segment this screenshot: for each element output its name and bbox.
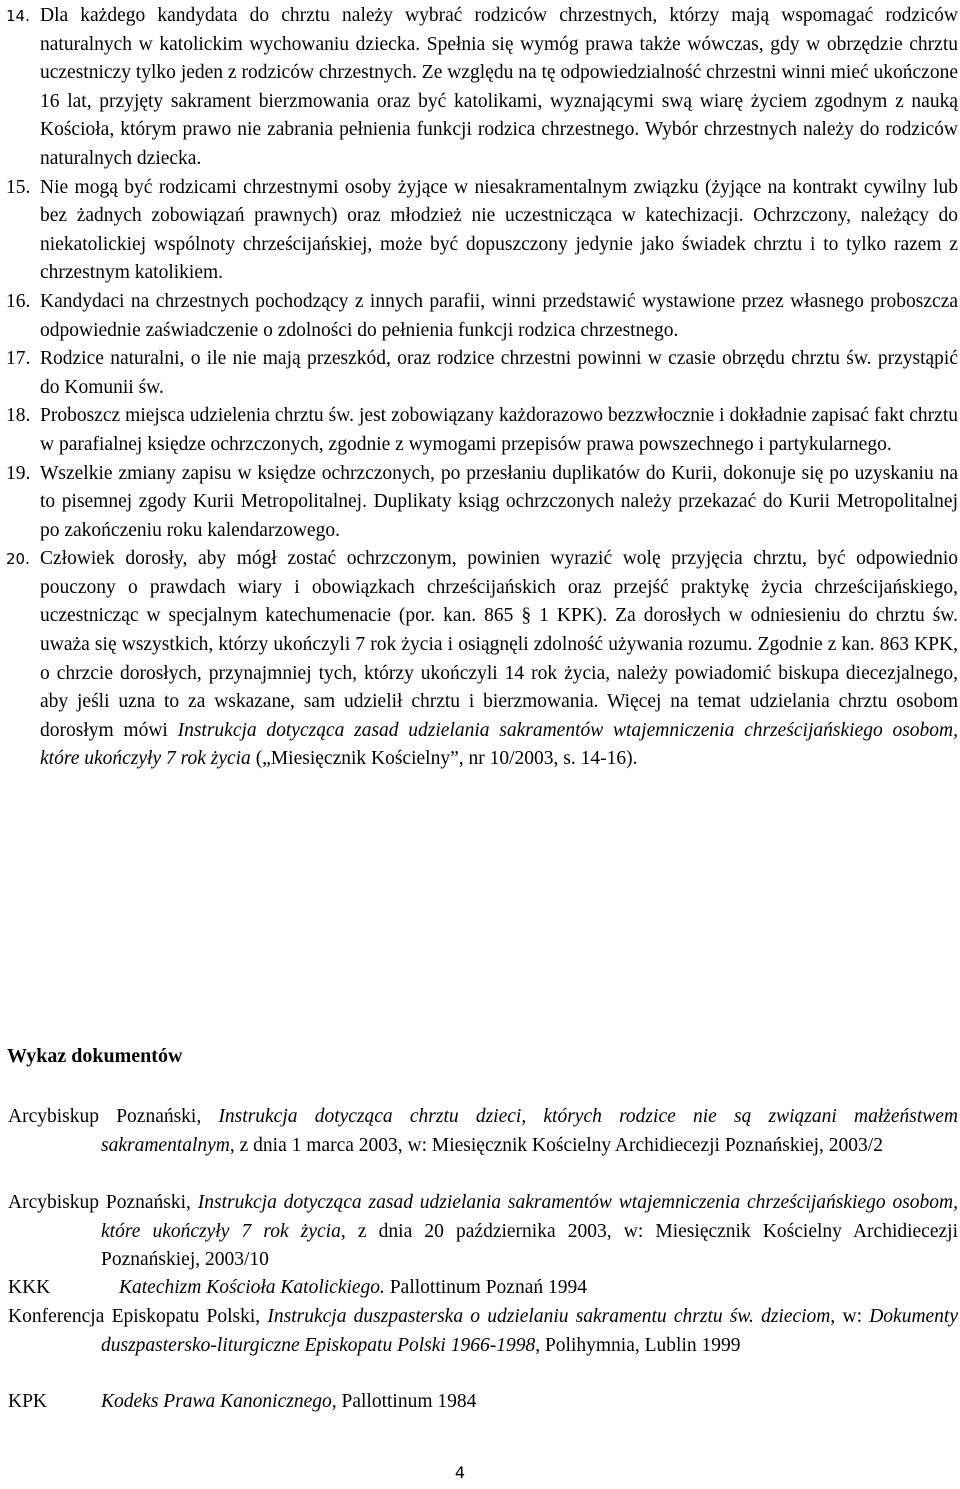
document-details: Polihymnia, Lublin 1999 (540, 1334, 741, 1356)
document-details: , z dnia 1 marca 2003, w: Miesięcznik Kościelny Archidiecezji Poznańskiej, 2003/2 (229, 1134, 883, 1156)
list-item (0, 402, 958, 459)
list-item (0, 460, 958, 546)
list-item (0, 2, 958, 174)
item-number: 18. (6, 405, 31, 427)
item-text: Dla każdego kandydata do chrztu należy wybrać rodziców chrzestnych, którzy mają wspomagać rodziców naturalnych w katolickim wychowaniu dziecka. Spełnia się wymóg prawa także wówczas, gdy w obrzędzie chrztu uczestniczy tylko jeden z rodziców chrzestnych. Ze względu na tę odpowiedzialność chrzestni winni mieć ukończone 16 lat, przyjęty sakrament bierzmowania oraz być katolikami, wyznającymi swą wiarę życiem zgodnym z nauką Kościoła, którym prawo nie zabrania pełnienia funkcji rodzica chrzestnego. Wybór chrzestnych należy do rodziców naturalnych dziecka. (40, 5, 958, 169)
document-details: , w: (830, 1306, 870, 1327)
document-title: Instrukcja dotycząca zasad udzielania sakramentów wtajemniczenia chrześcijańskiego osobom, które ukończyły 7 rok życia (101, 1192, 958, 1242)
document-author: Arcybiskup Poznański, (8, 1106, 219, 1127)
document-text (0, 1189, 958, 1275)
abbreviation-row (0, 1388, 958, 1417)
document-entry (0, 1388, 958, 1417)
document-entry (0, 1274, 958, 1303)
item-number: 14. (6, 7, 30, 25)
item-text: Proboszcz miejsca udzielenia chrztu św. jest zobowiązany każdorazowo bezzwłocznie i dokładnie zapisać fakt chrztu w parafialnej księdze ochrzczonych, zgodnie z wymogami przepisów prawa powszechnego i partykularnego. (40, 405, 958, 455)
document-title: Instrukcja duszpasterska o udzielaniu sakramentu chrztu św. dzieciom (267, 1306, 831, 1327)
page-number: 4 (454, 1463, 466, 1482)
item-number: 15. (6, 176, 31, 198)
item-number: 16. (6, 290, 31, 312)
item-number: 20. (6, 550, 30, 569)
item-text (40, 545, 958, 774)
item-number: 17. (6, 348, 31, 370)
list-item (0, 174, 958, 288)
document-text (119, 1274, 587, 1303)
document-author: Arcybiskup Poznański, (8, 1192, 198, 1213)
item-text: Wszelkie zmiany zapisu w księdze ochrzczonych, po przesłaniu duplikatów do Kurii, dokonuje się po uzyskaniu na to pisemnej zgody Kurii Metropolitalnej. Duplikaty ksiąg ochrzczonych należy przekazać do Kurii Metropolitalnej po zakończeniu roku kalendarzowego. (40, 462, 958, 541)
document-author: Konferencja Episkopatu Polski, (8, 1306, 268, 1327)
item-text-part: („Miesięcznik Kościelny”, nr 10/2003, s. 14-16). (250, 748, 638, 770)
document-details: Pallottinum Poznań 1994 (384, 1277, 587, 1298)
item-text: Rodzice naturalni, o ile nie mają przeszkód, oraz rodzice chrzestni powinni w czasie obrzędu chrztu św. przystąpić do Komunii św. (40, 348, 958, 398)
abbreviation-row (0, 1274, 958, 1303)
document-entry (0, 1189, 958, 1275)
document-entry (0, 1103, 958, 1160)
item-number: 19. (6, 462, 31, 484)
section-heading: Wykaz dokumentów (7, 1045, 183, 1067)
item-text-italic: Instrukcja dotycząca zasad udzielania sakramentów wtajemniczenia chrześcijańskiego osobom, które ukończyły 7 rok życia (40, 719, 958, 770)
item-text-part: Człowiek dorosły, aby mógł zostać ochrzczonym, powinien wyrazić wolę przyjęcia chrztu, być odpowiednio pouczony o prawdach wiary i obowiązkach chrześcijańskich oraz przejść praktykę życia chrześcijańskiego, uczestnicząc w specjalnym katechumenacie (por. kan. 865 § 1 KPK). Za dorosłych w odniesieniu do chrztu św. uważa się wszystkich, którzy ukończyli 7 rok życia i osiągnęli zdolność używania rozumu. Zgodnie z kan. 863 KPK, o chrzcie dorosłych, przynajmniej tych, którzy ukończyli 14 rok życia, należy powiadomić biskupa diecezjalnego, aby jeśli uzna to za wskazane, sam udzielił chrztu i bierzmowania. Więcej na temat udzielania chrztu osobom dorosłym mówi (40, 548, 958, 741)
document-details: Pallottinum 1984 (336, 1391, 477, 1412)
document-entry (0, 1303, 958, 1360)
list-item (0, 545, 958, 774)
list-item (0, 345, 958, 402)
document-details: , z dnia 20 października 2003, w: Miesięcznik Kościelny Archidiecezji Poznańskiej, 2003/10 (101, 1220, 958, 1271)
item-text: Nie mogą być rodzicami chrzestnymi osoby żyjące w niesakramentalnym związku (żyjące na kontrakt cywilny lub bez żadnych zobowiązań prawnych) oraz młodzież nie uczestnicząca w katechizacji. Ochrzczony, należący do niekatolickiej wspólnoty chrześcijańskiej, może być dopuszczony jedynie jako świadek chrztu i to tylko razem z chrzestnym katolikiem. (40, 176, 958, 284)
document-text (0, 1103, 958, 1160)
document-text (0, 1303, 958, 1360)
document-text (101, 1388, 476, 1417)
abbreviation: KKK (8, 1277, 51, 1298)
abbreviation: KPK (8, 1391, 48, 1412)
document-title: Katechizm Kościoła Katolickiego. (119, 1277, 385, 1298)
document-title: Instrukcja dotycząca chrztu dzieci, których rodzice nie są związani małżeństwem sakramentalnym (101, 1106, 958, 1156)
document-title: Dokumenty duszpastersko-liturgiczne Episkopatu Polski 1966-1998, (101, 1306, 959, 1356)
numbered-list (0, 2, 958, 774)
document-title: Kodeks Prawa Kanonicznego, (101, 1391, 337, 1412)
item-text: Kandydaci na chrzestnych pochodzący z innych parafii, winni przedstawić wystawione przez własnego proboszcza odpowiednie zaświadczenie o zdolności do pełnienia funkcji rodzica chrzestnego. (40, 290, 958, 341)
list-item (0, 288, 958, 345)
